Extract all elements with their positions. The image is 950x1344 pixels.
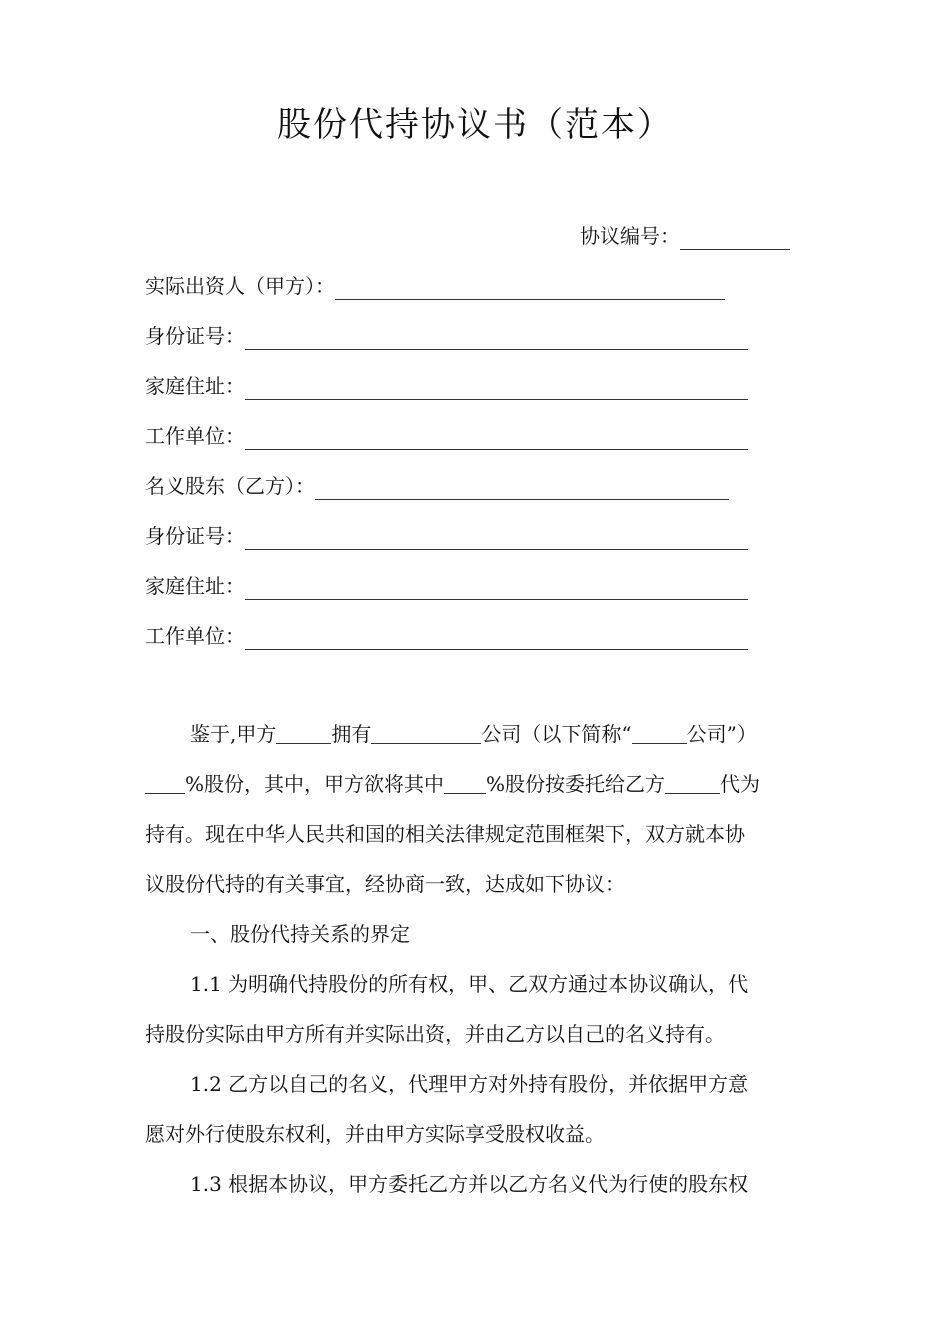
clause-1-2-line-2: 愿对外行使股东权利，并由甲方实际享受股权收益。: [145, 1122, 605, 1146]
party-b-blank[interactable]: [665, 773, 720, 794]
party-b-id-field[interactable]: [245, 527, 748, 550]
party-b-address-label: 家庭住址：: [145, 574, 245, 598]
company-short-name-blank[interactable]: [632, 723, 687, 744]
preamble-text: %股份，其中，甲方欲将其中: [185, 772, 445, 796]
total-share-percent-blank[interactable]: [145, 773, 185, 794]
preamble-line-2: [145, 770, 805, 798]
party-a-name-label: 实际出资人（甲方）：: [145, 274, 335, 298]
party-a-name-row: [145, 272, 725, 300]
clause-1-1-line-2: 持股份实际由甲方所有并实际出资，并由乙方以自己的名义持有。: [145, 1022, 725, 1046]
party-a-blank[interactable]: [276, 723, 331, 744]
company-name-blank[interactable]: [371, 723, 481, 744]
clause-1-2-line-1: 1.2 乙方以自己的名义，代理甲方对外持有股份，并依据甲方意: [190, 1072, 749, 1096]
party-b-name-label: 名义股东（乙方）：: [145, 474, 315, 498]
party-a-id-label: 身份证号：: [145, 324, 245, 348]
party-b-name-field[interactable]: [315, 477, 729, 500]
party-a-address-row: [145, 372, 748, 400]
party-a-employer-label: 工作单位：: [145, 424, 245, 448]
party-a-id-row: [145, 322, 748, 350]
preamble-text: 代为: [720, 772, 761, 796]
party-b-employer-row: [145, 622, 748, 650]
party-b-employer-label: 工作单位：: [145, 624, 245, 648]
section-1-heading: 一、股份代持关系的界定: [190, 922, 410, 946]
agreement-number-row: [580, 222, 790, 250]
preamble-text: 鉴于,甲方: [190, 722, 277, 746]
preamble-text: 拥有: [331, 722, 372, 746]
party-a-employer-field[interactable]: [245, 427, 748, 450]
party-b-address-row: [145, 572, 748, 600]
party-a-name-field[interactable]: [335, 277, 725, 300]
document-title: 股份代持协议书（范本）: [277, 105, 673, 145]
party-a-address-label: 家庭住址：: [145, 374, 245, 398]
party-b-employer-field[interactable]: [245, 627, 748, 650]
entrusted-share-percent-blank[interactable]: [444, 773, 486, 794]
party-b-id-label: 身份证号：: [145, 524, 245, 548]
agreement-number-field[interactable]: [680, 227, 790, 250]
preamble-text: 公司”）: [686, 722, 757, 746]
preamble-line-4: 议股份代持的有关事宜，经协商一致，达成如下协议：: [145, 872, 625, 896]
party-a-address-field[interactable]: [245, 377, 748, 400]
preamble-text: 公司（以下简称“: [481, 722, 632, 746]
preamble-text: %股份按委托给乙方: [486, 772, 666, 796]
party-b-id-row: [145, 522, 748, 550]
party-b-name-row: [145, 472, 729, 500]
clause-1-1-line-1: 1.1 为明确代持股份的所有权，甲、乙双方通过本协议确认，代: [190, 972, 749, 996]
party-a-id-field[interactable]: [245, 327, 748, 350]
clause-1-3-line-1: 1.3 根据本协议，甲方委托乙方并以乙方名义代为行使的股东权: [190, 1172, 749, 1196]
agreement-number-label: 协议编号：: [580, 224, 680, 248]
party-a-employer-row: [145, 422, 748, 450]
party-b-address-field[interactable]: [245, 577, 748, 600]
preamble-line-1: [190, 720, 757, 748]
preamble-line-3: 持有。现在中华人民共和国的相关法律规定范围框架下，双方就本协: [145, 822, 745, 846]
